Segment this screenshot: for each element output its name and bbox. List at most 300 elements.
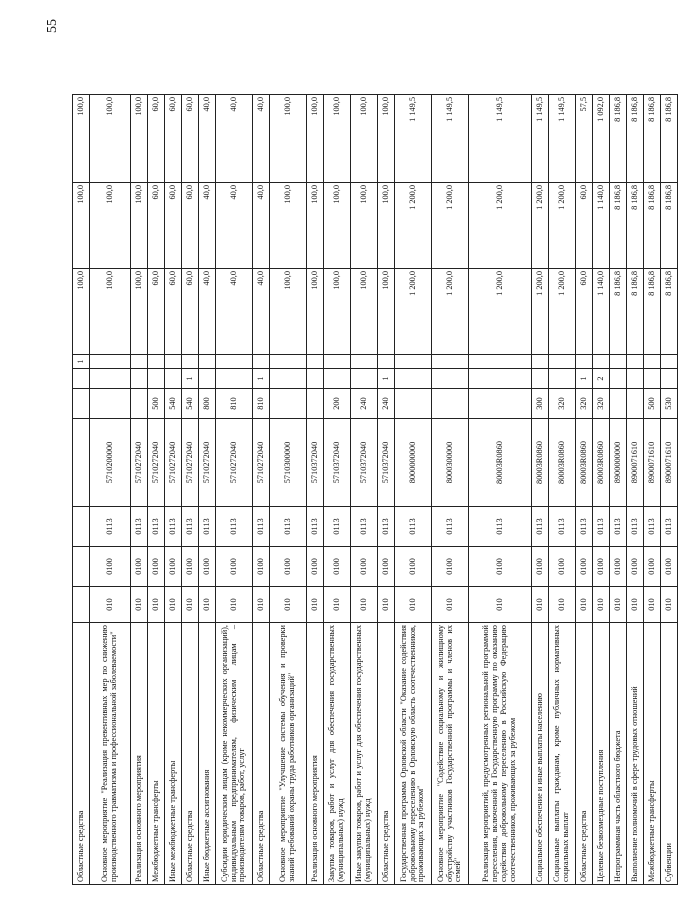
table-cell-c2: 0100: [216, 547, 253, 587]
table-cell-c4: 5710300000: [270, 419, 307, 507]
page-number-text: 55: [45, 19, 60, 33]
table-cell-c7: [610, 355, 627, 369]
table-cell-c2: 0100: [253, 547, 270, 587]
table-cell-c3: 0113: [378, 507, 395, 547]
row-label-cell: Областные средства: [378, 623, 395, 885]
table-cell-c4: 5710372040: [324, 419, 351, 507]
table-row: [627, 95, 644, 885]
table-cell-c2: 0100: [432, 547, 469, 587]
table-cell-c2: 0100: [324, 547, 351, 587]
row-label-cell: Областные средства: [253, 623, 270, 885]
table-cell-c1: 010: [148, 587, 165, 623]
table-cell-c2: [73, 547, 90, 587]
table-row: [165, 95, 182, 885]
table-cell-c6: [432, 369, 469, 389]
table-cell-c3: 0113: [610, 507, 627, 547]
table-cell-c5: 320: [593, 389, 610, 419]
table-cell-v2: 1 200,0: [469, 183, 532, 269]
table-cell-c3: 0113: [131, 507, 148, 547]
table-cell-c6: [351, 369, 378, 389]
table-cell-v2: 1 140,0: [593, 183, 610, 269]
table-cell-c4: 5710272040: [165, 419, 182, 507]
table-cell-c3: 0113: [395, 507, 432, 547]
table-cell-c6: [395, 369, 432, 389]
table-row: [469, 95, 532, 885]
table-cell-c3: 0113: [324, 507, 351, 547]
table-cell-c3: 0113: [253, 507, 270, 547]
table-cell-c1: 010: [90, 587, 131, 623]
table-row: [216, 95, 253, 885]
table-cell-v1: 40,0: [253, 269, 270, 355]
table-cell-c6: 1: [378, 369, 395, 389]
table-cell-c7: [644, 355, 661, 369]
table-cell-c6: [270, 369, 307, 389]
table-cell-c1: [73, 587, 90, 623]
table-cell-c4: 80003R0860: [532, 419, 549, 507]
table-row: [576, 95, 593, 885]
table-cell-v3: 8 186,8: [610, 95, 627, 183]
table-cell-c3: 0113: [644, 507, 661, 547]
table-cell-c3: 0113: [270, 507, 307, 547]
table-cell-c4: 5710272040: [199, 419, 216, 507]
table-cell-c2: 0100: [351, 547, 378, 587]
table-cell-c5: 320: [549, 389, 576, 419]
table-cell-c6: [199, 369, 216, 389]
table-cell-c7: [307, 355, 324, 369]
table-cell-v3: 1 092,0: [593, 95, 610, 183]
table-cell-v2: 8 186,8: [644, 183, 661, 269]
table-row: [131, 95, 148, 885]
table-cell-v3: 100,0: [324, 95, 351, 183]
table-cell-c2: 0100: [148, 547, 165, 587]
table-cell-v1: 40,0: [199, 269, 216, 355]
table-cell-c5: 810: [216, 389, 253, 419]
table-cell-c2: 0100: [644, 547, 661, 587]
table-cell-c4: 5710272040: [182, 419, 199, 507]
table-cell-c7: [432, 355, 469, 369]
table-cell-c3: 0113: [469, 507, 532, 547]
table-cell-v1: 1 140,0: [593, 269, 610, 355]
table-row: [432, 95, 469, 885]
table-row: [270, 95, 307, 885]
table-cell-v3: 60,0: [182, 95, 199, 183]
table-cell-c4: 80003R0860: [576, 419, 593, 507]
table-row: [182, 95, 199, 885]
row-label-cell: Реализация основного мероприятия: [307, 623, 324, 885]
table-cell-v3: 40,0: [216, 95, 253, 183]
table-cell-v1: 1 200,0: [432, 269, 469, 355]
table-cell-v1: 60,0: [148, 269, 165, 355]
table-cell-v1: 1 200,0: [532, 269, 549, 355]
table-cell-c7: [532, 355, 549, 369]
table-cell-v2: 60,0: [576, 183, 593, 269]
table-cell-c2: 0100: [593, 547, 610, 587]
table-cell-c5: 320: [576, 389, 593, 419]
table-cell-c3: 0113: [576, 507, 593, 547]
table-cell-v3: 100,0: [270, 95, 307, 183]
table-cell-v2: 1 200,0: [432, 183, 469, 269]
table-cell-c4: 80003R0860: [469, 419, 532, 507]
table-cell-c4: 5710200000: [90, 419, 131, 507]
row-label-cell: Социальные выплаты гражданам, кроме публичных нормативных социальных выплат: [549, 623, 576, 885]
table-cell-c6: [610, 369, 627, 389]
table-row: [253, 95, 270, 885]
row-label-cell: Основное мероприятие "Реализация превентивных мер по снижению производственного травматизма и профессиональной заболеваемости": [90, 623, 131, 885]
table-cell-v2: 100,0: [73, 183, 90, 269]
table-cell-c1: 010: [576, 587, 593, 623]
table-cell-c3: 0113: [532, 507, 549, 547]
table-cell-v1: 100,0: [131, 269, 148, 355]
table-cell-c2: 0100: [165, 547, 182, 587]
table-cell-c6: [73, 369, 90, 389]
table-cell-c2: 0100: [610, 547, 627, 587]
table-cell-c5: 300: [532, 389, 549, 419]
table-row: [324, 95, 351, 885]
table-cell-c7: [593, 355, 610, 369]
table-cell-v2: 1 200,0: [549, 183, 576, 269]
table-cell-c3: 0113: [351, 507, 378, 547]
table-cell-c4: 8900071610: [661, 419, 678, 507]
table-cell-c5: 500: [644, 389, 661, 419]
table-cell-v3: 40,0: [199, 95, 216, 183]
row-label-cell: Основное мероприятие "Содействие социальному и жилищному обустройству участников Государственной программы и членов их семей": [432, 623, 469, 885]
table-cell-c3: 0113: [307, 507, 324, 547]
table-row: [307, 95, 324, 885]
table-cell-c5: [307, 389, 324, 419]
table-cell-c3: 0113: [165, 507, 182, 547]
table-cell-c1: 010: [432, 587, 469, 623]
table-cell-c2: 0100: [627, 547, 644, 587]
row-label-cell: Межбюджетные трансферты: [644, 623, 661, 885]
table-cell-v3: 1 149,5: [395, 95, 432, 183]
table-cell-v1: 100,0: [73, 269, 90, 355]
table-cell-c2: 0100: [90, 547, 131, 587]
table-row: [351, 95, 378, 885]
table-cell-v1: 60,0: [165, 269, 182, 355]
table-cell-c3: 0113: [148, 507, 165, 547]
row-label-cell: Субвенции: [661, 623, 678, 885]
table-cell-c4: 5710272040: [253, 419, 270, 507]
table-cell-v2: 1 200,0: [532, 183, 549, 269]
table-cell-c7: [165, 355, 182, 369]
row-label-cell: Непрограммная часть областного бюджета: [610, 623, 627, 885]
table-cell-c5: [432, 389, 469, 419]
table-cell-c1: 010: [395, 587, 432, 623]
table-cell-c1: 010: [182, 587, 199, 623]
table-cell-c3: 0113: [549, 507, 576, 547]
row-label-cell: Субсидии юридическим лицам (кроме некоммерческих организаций), индивидуальным предпринимателям, физическим лицам – производителям товаров, работ, услуг: [216, 623, 253, 885]
table-cell-v2: 100,0: [324, 183, 351, 269]
table-cell-c1: 010: [627, 587, 644, 623]
table-cell-v2: 100,0: [90, 183, 131, 269]
table-cell-v2: 1 200,0: [395, 183, 432, 269]
table-cell-v2: 100,0: [307, 183, 324, 269]
table-cell-c1: 010: [469, 587, 532, 623]
table-cell-c2: 0100: [549, 547, 576, 587]
table-cell-c5: [270, 389, 307, 419]
table-cell-c2: 0100: [469, 547, 532, 587]
table-body: [73, 95, 678, 885]
table-cell-c5: [469, 389, 532, 419]
row-label-cell: Реализация основного мероприятия: [131, 623, 148, 885]
table-row: [395, 95, 432, 885]
table-cell-v3: 100,0: [378, 95, 395, 183]
table-cell-v2: 60,0: [148, 183, 165, 269]
table-cell-c1: 010: [644, 587, 661, 623]
table-cell-c6: [661, 369, 678, 389]
row-label-cell: Целевые безвозмездные поступления: [593, 623, 610, 885]
table-cell-c6: [627, 369, 644, 389]
page-number: [42, 8, 64, 44]
table-cell-c1: 010: [131, 587, 148, 623]
table-cell-c3: 0113: [216, 507, 253, 547]
table-cell-c4: 5710372040: [351, 419, 378, 507]
table-cell-v1: 1 200,0: [469, 269, 532, 355]
table-cell-v3: 60,0: [148, 95, 165, 183]
table-cell-v3: 8 186,8: [644, 95, 661, 183]
table-cell-v3: 100,0: [131, 95, 148, 183]
table-cell-v3: 1 149,5: [549, 95, 576, 183]
table-row: [378, 95, 395, 885]
table-cell-v3: 57,5: [576, 95, 593, 183]
table-cell-c5: 500: [148, 389, 165, 419]
table-cell-c5: 530: [661, 389, 678, 419]
table-cell-c5: [610, 389, 627, 419]
table-cell-v1: 100,0: [90, 269, 131, 355]
table-cell-c4: 5710272040: [216, 419, 253, 507]
table-cell-c7: [469, 355, 532, 369]
table-cell-v3: 60,0: [165, 95, 182, 183]
table-cell-c7: [199, 355, 216, 369]
table-cell-c6: 1: [182, 369, 199, 389]
table-cell-c5: 810: [253, 389, 270, 419]
table-cell-c1: 010: [532, 587, 549, 623]
table-cell-v2: 40,0: [253, 183, 270, 269]
table-cell-v2: 40,0: [199, 183, 216, 269]
table-cell-c1: 010: [610, 587, 627, 623]
table-cell-c6: [148, 369, 165, 389]
table-cell-c3: [73, 507, 90, 547]
table-cell-c5: [131, 389, 148, 419]
table-cell-v3: 1 149,5: [469, 95, 532, 183]
table-cell-c1: 010: [216, 587, 253, 623]
table-cell-c1: 010: [165, 587, 182, 623]
table-row: [532, 95, 549, 885]
table-cell-v3: 100,0: [307, 95, 324, 183]
table-cell-v3: 8 186,8: [661, 95, 678, 183]
table-cell-c4: 8900071610: [627, 419, 644, 507]
table-cell-c5: 540: [182, 389, 199, 419]
table-row: [549, 95, 576, 885]
table-cell-v1: 100,0: [324, 269, 351, 355]
table-cell-c6: 1: [253, 369, 270, 389]
row-label-cell: Иные межбюджетные трансферты: [165, 623, 182, 885]
table-cell-c1: 010: [593, 587, 610, 623]
table-cell-c7: [351, 355, 378, 369]
table-cell-c6: [549, 369, 576, 389]
table-cell-v1: 100,0: [351, 269, 378, 355]
table-cell-v1: 100,0: [270, 269, 307, 355]
table-cell-c7: [216, 355, 253, 369]
table-cell-v3: 100,0: [90, 95, 131, 183]
table-cell-v2: 100,0: [270, 183, 307, 269]
table-cell-c6: 2: [593, 369, 610, 389]
table-cell-c3: 0113: [182, 507, 199, 547]
row-label-cell: Областные средства: [182, 623, 199, 885]
table-cell-v1: 8 186,8: [610, 269, 627, 355]
table-cell-c5: 540: [165, 389, 182, 419]
table-row: [593, 95, 610, 885]
table-cell-c2: 0100: [395, 547, 432, 587]
table-cell-c7: [148, 355, 165, 369]
table-cell-v2: 8 186,8: [627, 183, 644, 269]
table-cell-c4: 8000000000: [395, 419, 432, 507]
table-cell-v2: 60,0: [165, 183, 182, 269]
table-cell-v1: 1 200,0: [395, 269, 432, 355]
table-cell-c7: 1: [73, 355, 90, 369]
table-cell-c1: 010: [199, 587, 216, 623]
table-cell-c4: 8000300000: [432, 419, 469, 507]
table-row: [661, 95, 678, 885]
table-row: [644, 95, 661, 885]
table-cell-v1: 60,0: [576, 269, 593, 355]
table-row: [73, 95, 90, 885]
table-cell-c3: 0113: [432, 507, 469, 547]
row-label-cell: Областные средства: [576, 623, 593, 885]
table-cell-v3: 1 149,5: [432, 95, 469, 183]
table-cell-c2: 0100: [182, 547, 199, 587]
table-cell-v1: 100,0: [378, 269, 395, 355]
table-cell-c3: 0113: [199, 507, 216, 547]
table-cell-c7: [90, 355, 131, 369]
row-label-cell: Выполнение полномочий в сфере трудовых отношений: [627, 623, 644, 885]
table-row: [610, 95, 627, 885]
table-cell-c4: 5710272040: [131, 419, 148, 507]
table-cell-c4: 80003R0860: [549, 419, 576, 507]
row-label-cell: Иные закупки товаров, работ и услуг для обеспечения государственных (муниципальных) нужд: [351, 623, 378, 885]
table-cell-c3: 0113: [593, 507, 610, 547]
table-cell-c3: 0113: [661, 507, 678, 547]
table-cell-c1: 010: [253, 587, 270, 623]
table-cell-c4: [73, 419, 90, 507]
table-cell-v3: 40,0: [253, 95, 270, 183]
table-row: [199, 95, 216, 885]
table-cell-c5: [73, 389, 90, 419]
table-cell-c4: 8900000000: [610, 419, 627, 507]
table-cell-c7: [253, 355, 270, 369]
table-cell-v3: 1 149,5: [532, 95, 549, 183]
table-cell-v2: 100,0: [378, 183, 395, 269]
table-cell-c7: [576, 355, 593, 369]
table-cell-c1: 010: [549, 587, 576, 623]
table-cell-v2: 100,0: [351, 183, 378, 269]
table-cell-c7: [182, 355, 199, 369]
table-cell-c7: [395, 355, 432, 369]
table-cell-v2: 8 186,8: [661, 183, 678, 269]
table-cell-v1: 100,0: [307, 269, 324, 355]
table-cell-c5: [395, 389, 432, 419]
table-cell-c4: 8900071610: [644, 419, 661, 507]
table-cell-c2: 0100: [661, 547, 678, 587]
table-cell-c1: 010: [270, 587, 307, 623]
table-cell-c6: [532, 369, 549, 389]
row-label-cell: Основное мероприятие "Улучшение системы обучения и проверки знаний требований охраны труда работников организаций": [270, 623, 307, 885]
table-cell-c5: 240: [351, 389, 378, 419]
table-cell-v2: 60,0: [182, 183, 199, 269]
table-cell-c5: 240: [378, 389, 395, 419]
table-cell-c7: [549, 355, 576, 369]
table-cell-c1: 010: [307, 587, 324, 623]
table-cell-v2: 100,0: [131, 183, 148, 269]
table-cell-c2: 0100: [131, 547, 148, 587]
row-label-cell: Межбюджетные трансферты: [148, 623, 165, 885]
table-cell-c5: [90, 389, 131, 419]
table-cell-c2: 0100: [307, 547, 324, 587]
table-cell-c6: [324, 369, 351, 389]
table-cell-c7: [270, 355, 307, 369]
table-cell-c5: 200: [324, 389, 351, 419]
table-cell-c1: 010: [661, 587, 678, 623]
table-cell-c6: [307, 369, 324, 389]
table-cell-c7: [324, 355, 351, 369]
table-cell-c2: 0100: [532, 547, 549, 587]
table-cell-c2: 0100: [576, 547, 593, 587]
row-label-cell: Социальное обеспечение и иные выплаты населению: [532, 623, 549, 885]
budget-table: [72, 94, 678, 885]
table-cell-c6: 1: [576, 369, 593, 389]
table-cell-c3: 0113: [90, 507, 131, 547]
table-cell-c3: 0113: [627, 507, 644, 547]
table-cell-c4: 5710372040: [378, 419, 395, 507]
table-cell-c6: [644, 369, 661, 389]
table-cell-c2: 0100: [270, 547, 307, 587]
row-label-cell: Государственная программа Орловской области "Оказание содействия добровольному переселению в Орловскую область соотечественников, проживающих за рубежом": [395, 623, 432, 885]
table-cell-c2: 0100: [378, 547, 395, 587]
table-cell-v3: 8 186,8: [627, 95, 644, 183]
table-cell-v1: 40,0: [216, 269, 253, 355]
table-cell-c7: [627, 355, 644, 369]
table-row: [90, 95, 131, 885]
table-cell-c6: [165, 369, 182, 389]
table-cell-v2: 40,0: [216, 183, 253, 269]
table-cell-v1: 8 186,8: [627, 269, 644, 355]
table-cell-c5: 800: [199, 389, 216, 419]
table-cell-c7: [661, 355, 678, 369]
row-label-cell: Областные средства: [73, 623, 90, 885]
table-cell-c1: 010: [378, 587, 395, 623]
table-cell-c7: [131, 355, 148, 369]
table-cell-c6: [90, 369, 131, 389]
table-cell-c1: 010: [351, 587, 378, 623]
table-cell-c6: [131, 369, 148, 389]
table-cell-v1: 8 186,8: [644, 269, 661, 355]
row-label-cell: Закупка товаров, работ и услуг для обеспечения государственных (муниципальных) нужд: [324, 623, 351, 885]
table-cell-c7: [378, 355, 395, 369]
budget-table-rotated: [72, 95, 673, 885]
table-cell-c5: [627, 389, 644, 419]
table-cell-v1: 60,0: [182, 269, 199, 355]
table-cell-v1: 1 200,0: [549, 269, 576, 355]
table-cell-c6: [216, 369, 253, 389]
table-cell-c6: [469, 369, 532, 389]
row-label-cell: Реализация мероприятий, предусмотренных региональной программой переселения, включенной в Государственную программу по оказанию содействия добровольному переселению в Российскую Федерацию соотечественников, проживающих за рубежом: [469, 623, 532, 885]
table-cell-c4: 5710372040: [307, 419, 324, 507]
table-cell-v3: 100,0: [73, 95, 90, 183]
table-cell-v3: 100,0: [351, 95, 378, 183]
table-cell-v1: 8 186,8: [661, 269, 678, 355]
table-cell-c2: 0100: [199, 547, 216, 587]
table-cell-c4: 80003R0860: [593, 419, 610, 507]
